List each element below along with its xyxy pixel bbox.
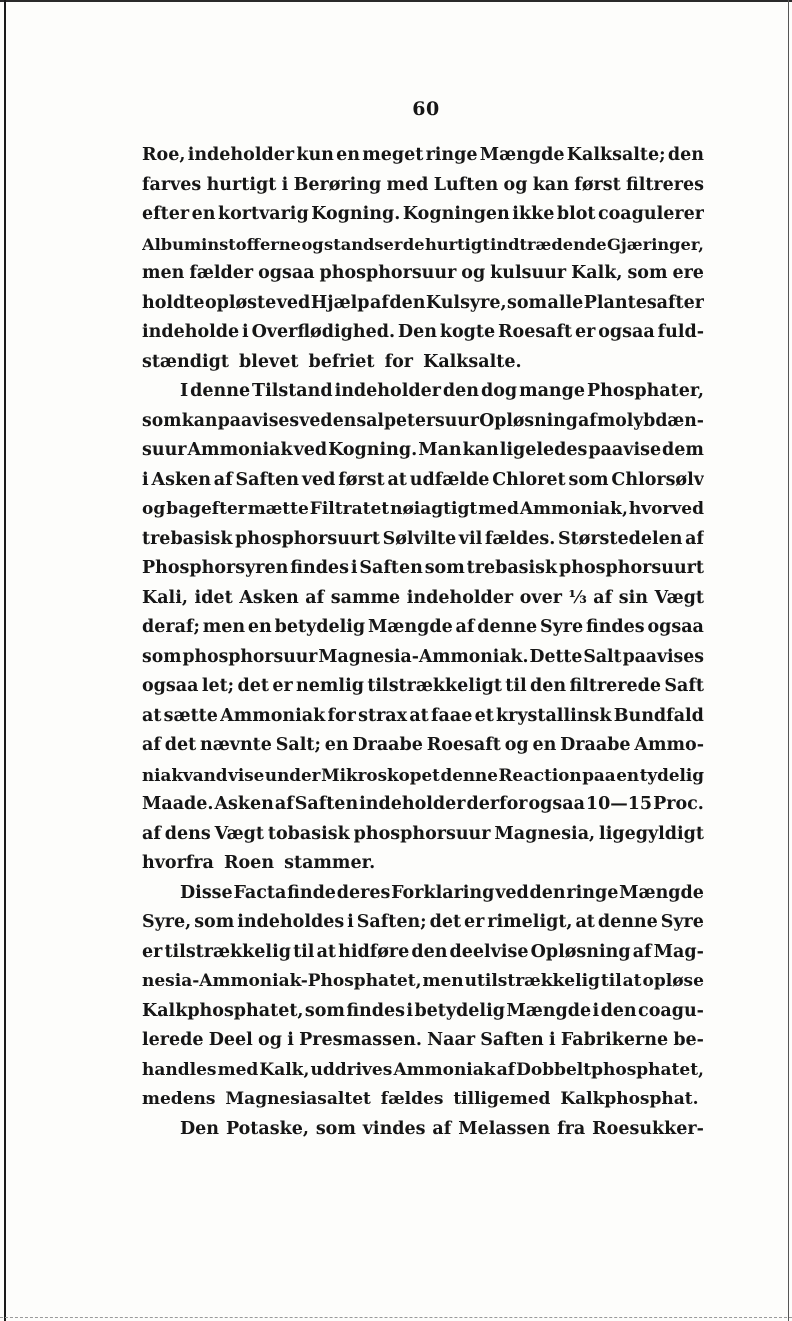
text-line: stændigt blevet befriet for Kalksalte. (142, 351, 522, 372)
text-line: af det nævnte Salt; en Draabe Roesaft og en Draabe Ammo- (142, 735, 704, 755)
text-line: og bagefter mætte Filtratet nøiagtigt med Ammoniak, hvorved (142, 499, 704, 519)
scan-border-left (4, 0, 6, 1321)
text-line: nesia-Ammoniak-Phosphatet, men utilstrækkelig til at opløse (142, 971, 704, 991)
text-line: Kali, idet Asken af samme indeholder over ⅓ af sin Vægt (142, 587, 704, 608)
text-line: deraf; men en betydelig Mængde af denne Syre findes ogsaa (142, 617, 704, 637)
text-line: farves hurtigt i Berøring med Luften og kan først filtreres (142, 174, 704, 195)
text-line: medens Magnesiasaltet fældes tilligemed Kalkphosphat. (142, 1089, 699, 1109)
text-line: men fælder ogsaa phosphorsuur og kulsuur Kalk, som ere (142, 263, 704, 283)
text-line: Syre, som indeholdes i Saften; det er rimeligt, at denne Syre (142, 912, 704, 932)
text-line: af dens Vægt tobasisk phosphorsuur Magnesia, ligegyldigt (142, 823, 704, 844)
text-line: I denne Tilstand indeholder den dog mange Phosphater, (180, 381, 704, 401)
text-line: efter en kortvarig Kogning. Kogningen ikke blot coagulerer (142, 204, 704, 224)
text-line: holdte opløste ved Hjælp af den Kulsyre, som alle Plantesafter (142, 292, 704, 313)
text-line: Maade. Asken af Saften indeholder derfor ogsaa 10—15 Proc. (142, 794, 704, 814)
text-line: som phosphorsuur Magnesia-Ammoniak. Dette Salt paavises (142, 646, 704, 667)
text-line: er tilstrækkelig til at hidføre den deelvise Opløsning af Mag- (142, 941, 704, 962)
text-line: lerede Deel og i Presmassen. Naar Saften i Fabrikerne be- (142, 1030, 704, 1050)
text-line: Den Potaske, som vindes af Melassen fra Roesukker- (180, 1118, 704, 1139)
scan-border-right (788, 0, 789, 1321)
text-line: handles med Kalk, uddrives Ammoniak af Dobbeltphosphatet, (142, 1059, 704, 1080)
text-line: suur Ammoniak ved Kogning. Man kan ligeledes paavise dem (142, 440, 704, 460)
text-line: Phosphorsyren findes i Saften som trebasisk phosphorsuurt (142, 558, 704, 578)
text-line: trebasisk phosphorsuurt Sølvilte vil fældes. Størstedelen af (142, 528, 704, 549)
text-line: Albuminstofferne og standser de hurtigt indtrædende Gjæringer, (142, 234, 704, 254)
text-line: indeholde i Overflødighed. Den kogte Roesaft er ogsaa fuld- (142, 322, 704, 342)
scan-border-bottom (0, 1317, 792, 1319)
text-line: at sætte Ammoniak for strax at faae et krystallinsk Bundfald (142, 705, 704, 726)
text-line: hvorfra Roen stammer. (142, 853, 376, 873)
text-line: i Asken af Saften ved først at udfælde Chloret som Chlorsølv (142, 469, 704, 490)
text-line: Roe, indeholder kun en meget ringe Mængde Kalksalte; den (142, 145, 704, 165)
text-line: Disse Facta finde deres Forklaring ved den ringe Mængde (180, 882, 704, 903)
page-number: 60 (412, 98, 440, 120)
text-line: som kan paavises ved en salpetersuur Opløsning af molybdæn- (142, 410, 704, 431)
text-line: ogsaa let; det er nemlig tilstrækkeligt til den filtrerede Saft (142, 676, 704, 696)
body-text (142, 141, 704, 1144)
text-line: niakvand vise under Mikroskopet denne Reaction paa en tydelig (142, 764, 704, 785)
scan-border-top (0, 0, 792, 2)
text-line: Kalkphosphatet, som findes i betydelig Mængde i den coagu- (142, 1000, 704, 1021)
